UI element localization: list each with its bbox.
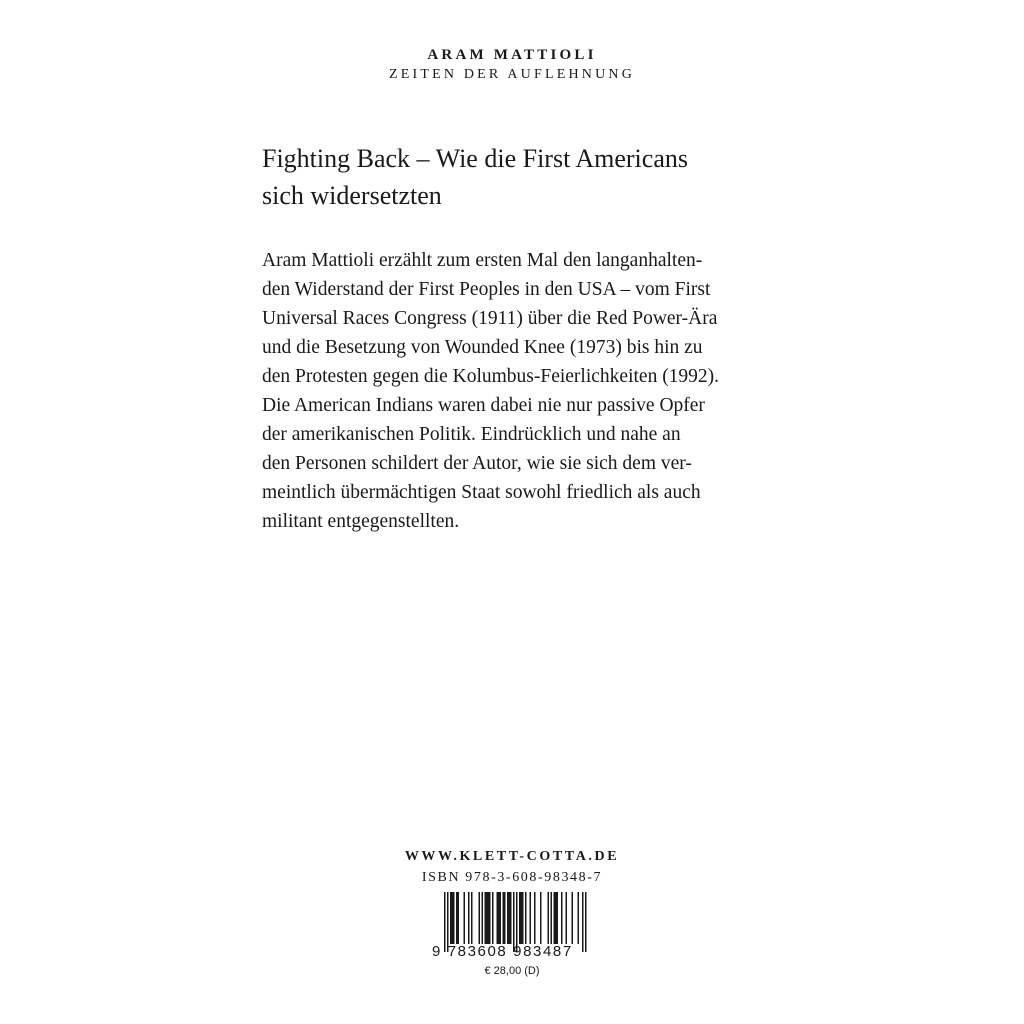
barcode-bar — [450, 892, 452, 944]
barcode-bar — [525, 892, 527, 944]
isbn-number: ISBN 978-3-608-98348-7 — [421, 870, 603, 885]
barcode-bar — [489, 892, 491, 944]
barcode-bar — [497, 892, 499, 944]
barcode-bar — [453, 892, 455, 944]
barcode-bar — [582, 892, 584, 952]
blurb-line: und die Besetzung von Wounded Knee (1973) bis hin zu — [262, 337, 703, 358]
barcode-digits: 9 783608 983487 — [432, 943, 573, 960]
barcode-bar — [555, 892, 557, 944]
barcode-bar — [510, 892, 512, 944]
cover-header — [0, 45, 1024, 85]
blurb-line: den Personen schildert der Autor, wie sie sich dem ver- — [262, 453, 692, 474]
barcode-bar — [507, 892, 509, 944]
barcode-bar — [488, 892, 490, 944]
barcode-bar — [540, 892, 542, 944]
barcode-bar — [551, 892, 553, 944]
barcode-bar — [585, 892, 587, 952]
cover-footer — [0, 846, 1024, 888]
barcode-bar — [566, 892, 568, 944]
barcode-bar — [456, 892, 458, 944]
barcode-bar — [534, 892, 536, 944]
barcode-bar — [509, 892, 511, 944]
barcode-bar — [504, 892, 506, 944]
barcode-bar — [452, 892, 454, 944]
blurb-line: Die American Indians waren dabei nie nur passive Opfer — [262, 395, 705, 416]
blurb-line: den Protesten gegen die Kolumbus-Feierlichkeiten (1992). — [262, 366, 720, 387]
headline-line: sich widersetzten — [262, 181, 442, 210]
barcode-bar — [519, 892, 521, 944]
barcode-bar — [521, 892, 523, 944]
blurb-line: der amerikanischen Politik. Eindrücklich und nahe an — [262, 424, 681, 445]
price-label: € 28,00 (D) — [484, 965, 540, 977]
blurb-line: den Widerstand der First Peoples in den USA – vom First — [262, 279, 711, 300]
headline-line: Fighting Back – Wie die First Americans — [262, 144, 688, 173]
series-title: ZEITEN DER AUFLEHNUNG — [388, 67, 636, 82]
barcode-bar — [557, 892, 559, 944]
barcode-bar — [471, 892, 473, 944]
barcode-bar — [486, 892, 488, 944]
barcode-bar — [482, 892, 484, 944]
barcode-bar — [479, 892, 481, 944]
barcode-bar — [530, 892, 532, 944]
barcode-bar — [572, 892, 574, 944]
barcode-bar — [498, 892, 500, 944]
author-name: ARAM MATTIOLI — [427, 47, 597, 63]
book-blurb — [262, 246, 782, 536]
barcode-bar — [561, 892, 563, 944]
barcode-bar — [485, 892, 487, 944]
barcode-bar — [578, 892, 580, 944]
barcode-bar — [522, 892, 524, 944]
barcode-bar — [503, 892, 505, 944]
blurb-line: Universal Races Congress (1911) über die Red Power-Ära — [262, 308, 718, 329]
barcode-bar — [468, 892, 470, 944]
barcode-bar — [464, 892, 466, 944]
publisher-website: WWW.KLETT-COTTA.DE — [404, 849, 620, 864]
blurb-line: militant entgegenstellten. — [262, 511, 460, 532]
barcode-bar — [458, 892, 460, 944]
barcode-bar — [500, 892, 502, 944]
barcode-bar — [492, 892, 494, 944]
barcode-bar — [548, 892, 550, 944]
barcode — [430, 890, 590, 966]
barcode-bar — [554, 892, 556, 944]
blurb-line: Aram Mattioli erzählt zum ersten Mal den langanhalten- — [262, 250, 703, 271]
blurb-line: meintlich übermächtigen Staat sowohl friedlich als auch — [262, 482, 701, 503]
book-headline — [262, 140, 782, 214]
